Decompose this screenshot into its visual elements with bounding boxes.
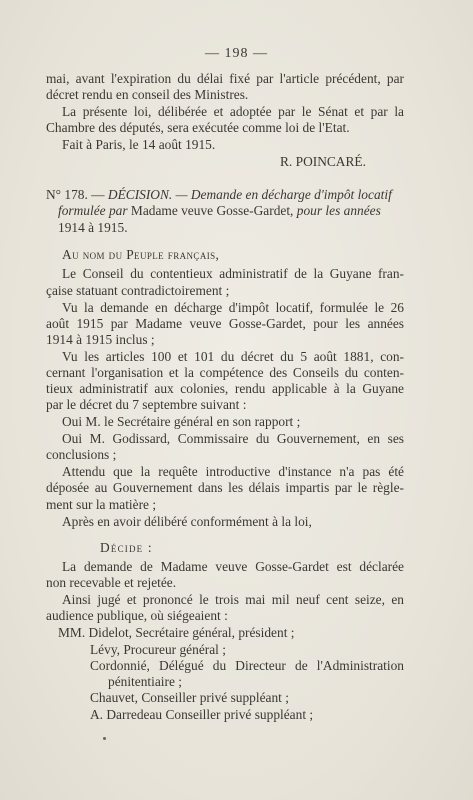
text-line: ment sur la matière ;	[46, 497, 157, 512]
member-line: A. Darredeau Conseiller privé suppléant ;	[90, 707, 314, 722]
page-number: — 198 —	[205, 46, 268, 61]
text-line: cernant l'organisation et la compétence des Conseils du conten-	[46, 365, 404, 380]
member-line: pénitentiaire ;	[108, 674, 182, 689]
member-line: Lévy, Procureur général ;	[90, 642, 226, 657]
text-line: 1914 à 1915 inclus ;	[46, 332, 155, 347]
text-line: Après en avoir délibéré conformément à la loi,	[62, 514, 312, 529]
decide-heading: Décide :	[100, 540, 153, 555]
text-line: non recevable et rejetée.	[46, 575, 177, 590]
member-line: MM. Didelot, Secrétaire général, président ;	[58, 625, 295, 640]
text-line: décret rendu en conseil des Ministres.	[46, 87, 249, 102]
text-line: Oui M. le Secrétaire général en son rapport ;	[62, 414, 301, 429]
text-line: La demande de Madame veuve Gosse-Gardet est déclarée	[62, 559, 404, 574]
decision-number: N° 178. —	[46, 187, 105, 202]
text-line: Chambre des députés, sera exécutée comme loi de l'Etat.	[46, 120, 350, 135]
text-line: par le décret du 7 septembre suivant :	[46, 397, 247, 412]
text-line: Attendu que la requête introductive d'instance n'a pas été	[62, 464, 404, 479]
decision-heading-line: 1914 à 1915.	[58, 220, 128, 235]
text-line: Vu la demande en décharge d'impôt locatif, formulée le 26	[62, 300, 404, 315]
text-line: Le Conseil du contentieux administratif de la Guyane fran-	[62, 266, 404, 281]
text-line: La présente loi, délibérée et adoptée par le Sénat et par la	[62, 104, 404, 119]
decision-title: DÉCISION. — Demande en décharge d'impôt locatif	[107, 187, 392, 202]
text-line: déposée au Gouvernement dans les délais impartis par le règle-	[46, 480, 404, 495]
text-line: mai, avant l'expiration du délai fixé par l'article précédent, par	[46, 71, 404, 86]
text-line: août 1915 par Madame veuve Gosse-Gardet, pour les années	[46, 316, 404, 331]
text-line: tieux administratif aux colonies, rendu applicable à la Guyane	[46, 381, 404, 396]
text-line: conclusions ;	[46, 447, 117, 462]
text-line: çaise statuant contradictoirement ;	[46, 283, 230, 298]
text-line: Oui M. Godissard, Commissaire du Gouvernement, en ses	[62, 431, 404, 446]
preamble: Au nom du Peuple français,	[62, 247, 220, 262]
signature-name: R. POINCARÉ.	[280, 154, 366, 169]
text-line: audience publique, où siégeaient :	[46, 608, 228, 623]
text-line: Fait à Paris, le 14 août 1915.	[62, 137, 216, 152]
ink-speck	[103, 737, 106, 740]
text-line: Ainsi jugé et prononcé le trois mai mil neuf cent seize, en	[62, 592, 404, 607]
text-line: Vu les articles 100 et 101 du décret du 5 août 1881, con-	[62, 349, 404, 364]
decision-heading	[46, 187, 404, 203]
member-line: Cordonnié, Délégué du Directeur de l'Administration	[90, 658, 404, 673]
decision-heading-line: formulée par Madame veuve Gosse-Gardet, pour les années	[58, 203, 381, 218]
member-line: Chauvet, Conseiller privé suppléant ;	[90, 690, 289, 705]
